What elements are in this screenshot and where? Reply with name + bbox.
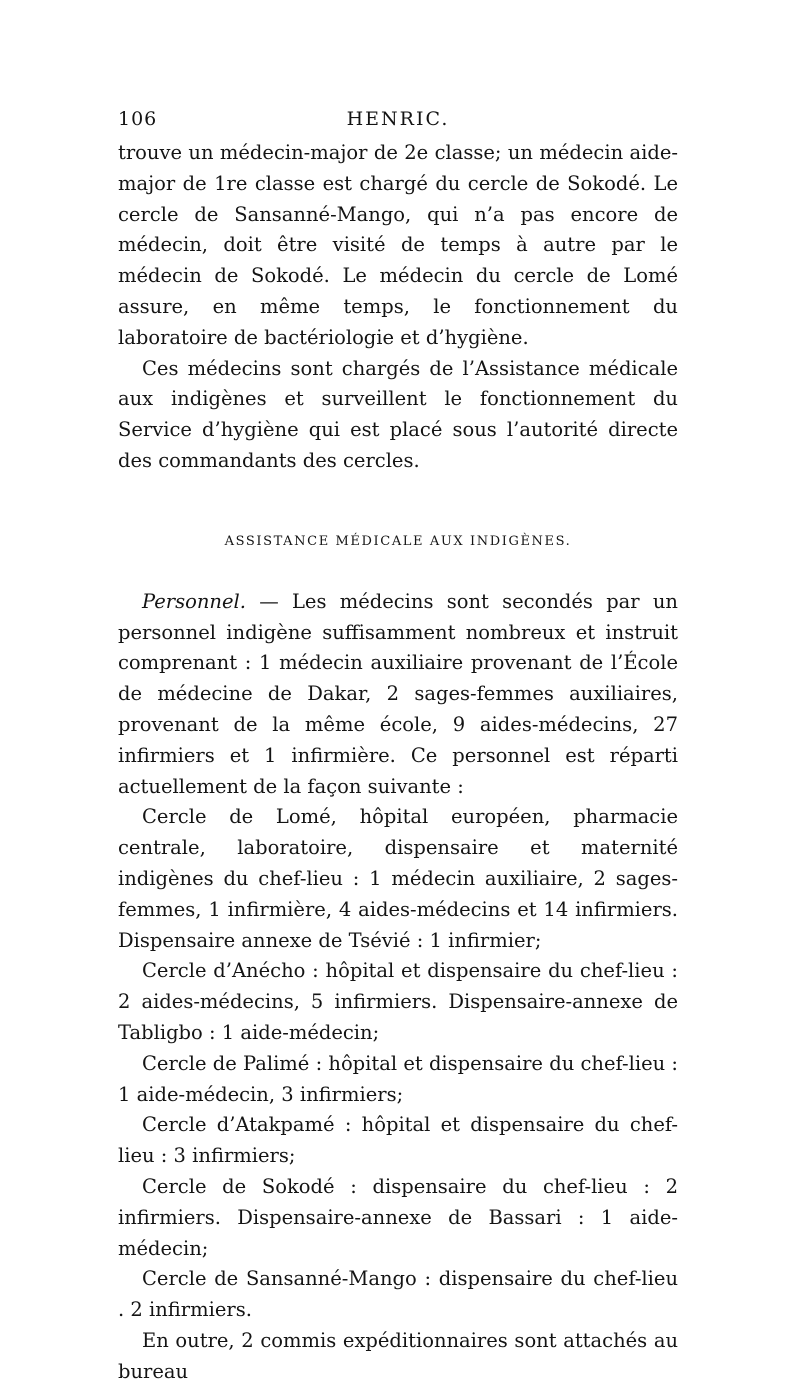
document-page [118, 108, 678, 1387]
paragraph-commis: En outre, 2 commis expéditionnaires sont attachés au bureau [118, 1328, 678, 1383]
personnel-text: — Les médecins sont secondés par un personnel indigène suffisamment nombreux et instruit comprenant : 1 médecin auxiliaire provenant de l’École de médecine de Dakar, 2 sages-femmes auxiliaires, provenant de la même école, 9 aides-médecins, 27 infirmiers et 1 infirmière. Ce personnel est réparti actuellement de la façon suivante : [118, 589, 678, 798]
paragraph-assistance: Ces médecins sont chargés de l’Assistance médicale aux indigènes et surveillent le fonctionnement du Service d’hygiène qui est placé sous l’autorité directe des commandants des cercles. [118, 356, 678, 472]
paragraph-cercle-palime: Cercle de Palimé : hôpital et dispensaire du chef-lieu : 1 aide-médecin, 3 infirmiers; [118, 1051, 678, 1106]
personnel-lead: Personnel. [142, 589, 246, 613]
paragraph-cercle-anecho: Cercle d’Anécho : hôpital et dispensaire du chef-lieu : 2 aides-médecins, 5 infirmiers. Dispensaire-annexe de Tabligbo : 1 aide-médecin; [118, 959, 678, 1044]
paragraph-cercle-lome: Cercle de Lomé, hôpital européen, pharmacie centrale, laboratoire, dispensaire et maternité indigènes du chef-lieu : 1 médecin auxiliaire, 2 sages-femmes, 1 infirmière, 4 aides-médecins et 14 infirmiers. Dispensaire annexe de Tsévié : 1 infirmier; [118, 805, 678, 952]
section-heading: ASSISTANCE MÉDICALE AUX INDIGÈNES. [224, 533, 572, 549]
paragraph-cercle-sansanne-mango: Cercle de Sansanné-Mango : dispensaire du chef-lieu . 2 infirmiers. [118, 1267, 678, 1322]
paragraph-cercle-sokode: Cercle de Sokodé : dispensaire du chef-lieu : 2 infirmiers. Dispensaire-annexe de Bassari : 1 aide-médecin; [118, 1174, 678, 1260]
body-text [118, 138, 678, 1387]
paragraph-continuation: trouve un médecin-major de 2e classe; un médecin aide-major de 1re classe est chargé du cercle de Sokodé. Le cercle de Sansanné-Mango, qui n’a pas encore de médecin, doit être visité de temps à autre par le médecin de Sokodé. Le médecin du cercle de Lomé assure, en même temps, le fonctionnement du laboratoire de bactériologie et d’hygiène. [118, 141, 678, 349]
running-title: HENRIC. [346, 108, 450, 130]
page-number: 106 [118, 108, 158, 130]
paragraph-personnel [118, 587, 678, 803]
paragraph-cercle-atakpame: Cercle d’Atakpamé : hôpital et dispensaire du chef-lieu : 3 infirmiers; [118, 1113, 678, 1168]
running-head [118, 108, 678, 138]
